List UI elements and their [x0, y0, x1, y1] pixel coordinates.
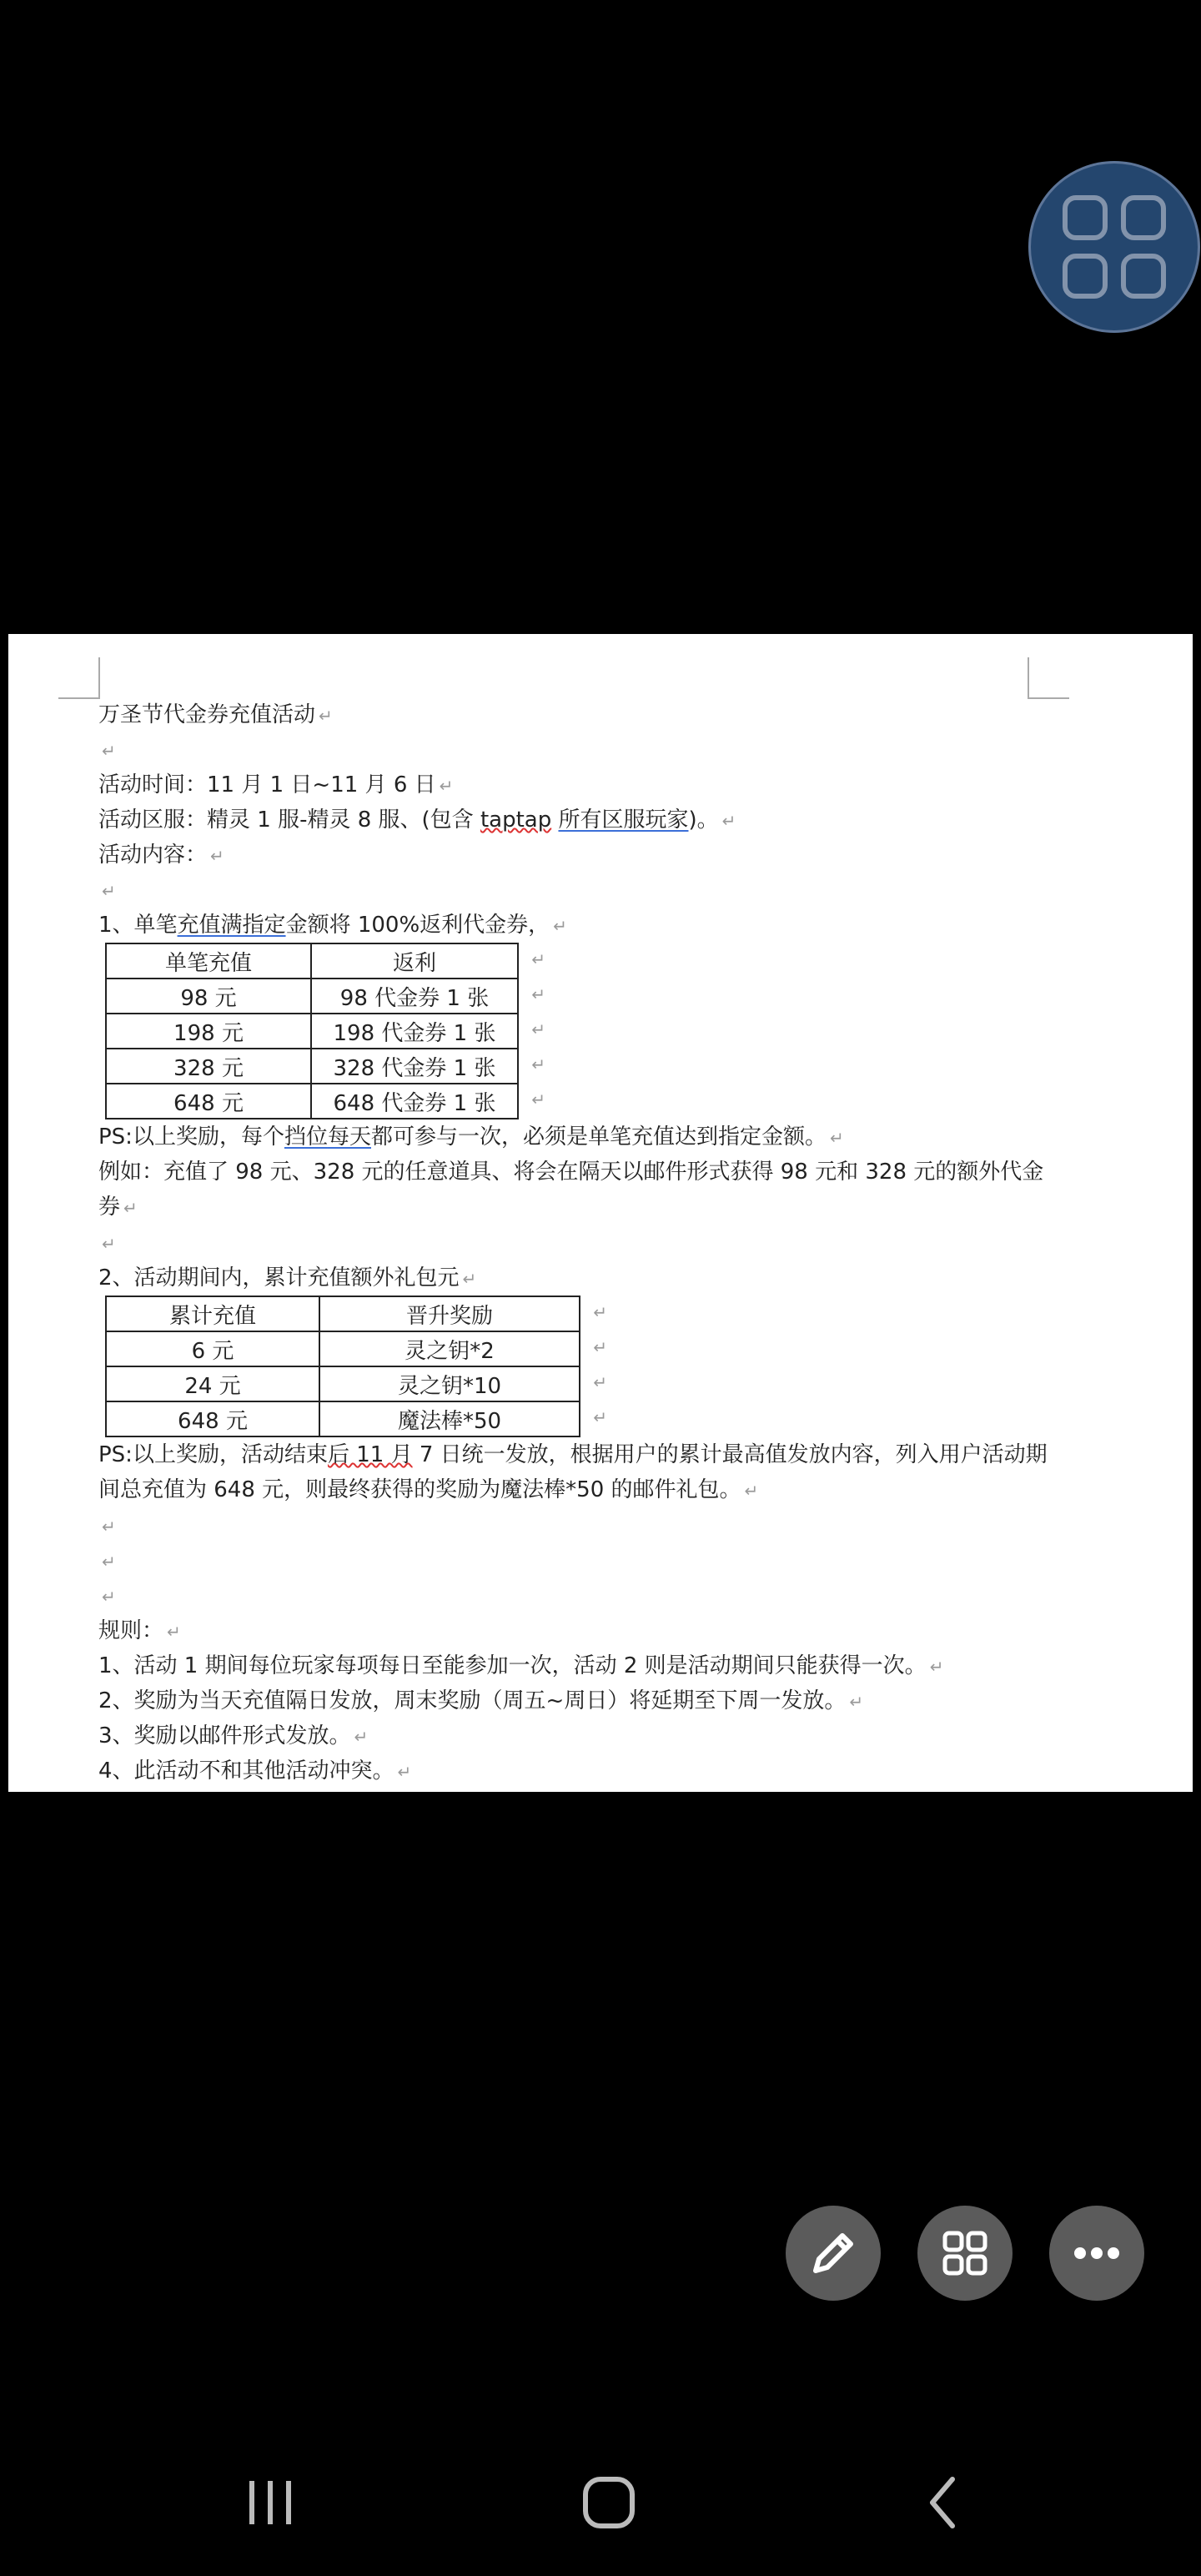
table-cell: 648 代金券 1 张 ↵ — [311, 1084, 518, 1119]
back-icon — [901, 2461, 984, 2544]
floating-app-grid-button[interactable] — [1028, 161, 1200, 333]
section2-ps: PS:以上奖励，活动结束后 11 月 7 日统一发放，根据用户的累计最高值发放内容，列入用户活动期间总充值为 648 元，则最终获得的奖励为魔法棒*50 的邮件礼包。 ↵ — [98, 1442, 1048, 1502]
table-cell: 灵之钥*10 ↵ — [319, 1366, 580, 1401]
table-cell: 328 元 — [106, 1049, 311, 1084]
app-grid-icon — [1121, 195, 1166, 240]
table-header-cell: 累计充值 — [106, 1296, 319, 1331]
table-cell: 328 代金券 1 张 ↵ — [311, 1049, 518, 1084]
margin-marker — [1028, 657, 1069, 699]
recent-apps-icon — [234, 2461, 317, 2544]
app-grid-icon — [1063, 254, 1108, 299]
rule-item: 2、奖励为当天充值隔日发放，周末奖励（周五~周日）将延期至下周一发放。 ↵ — [98, 1688, 864, 1713]
activity-server: 活动区服：精灵 1 服-精灵 8 服、(包含 taptap 所有区服玩家)。 ↵ — [98, 808, 736, 833]
empty-paragraph: ↵ — [102, 1234, 116, 1254]
table-header-row — [106, 943, 518, 979]
nav-home-button[interactable] — [567, 2461, 651, 2544]
table-cell: 灵之钥*2 ↵ — [319, 1331, 580, 1366]
section1-ps: PS:以上奖励，每个挡位每天都可参与一次，必须是单笔充值达到指定金额。 ↵ — [98, 1124, 844, 1150]
table-cell: 648 元 — [106, 1084, 311, 1119]
apps-button[interactable] — [917, 2206, 1013, 2301]
empty-paragraph: ↵ — [102, 1517, 116, 1537]
table-cell: 198 元 — [106, 1014, 311, 1049]
table-header-cell: 单笔充值 — [106, 943, 311, 979]
table-cell: 24 元 — [106, 1366, 319, 1401]
table-row — [106, 1014, 518, 1049]
table-row — [106, 1084, 518, 1119]
rules-label: 规则： ↵ — [98, 1618, 181, 1643]
rule-item: 1、活动 1 期间每位玩家每项每日至能参加一次，活动 2 则是活动期间只能获得一次。 ↵ — [98, 1653, 944, 1678]
section2-heading: 2、活动期间内，累计充值额外礼包元 ↵ — [98, 1265, 477, 1291]
nav-back-button[interactable] — [901, 2461, 984, 2544]
document-content — [98, 697, 1066, 1789]
rule-item: 4、此活动不和其他活动冲突。 ↵ — [98, 1758, 412, 1784]
more-button[interactable] — [1049, 2206, 1144, 2301]
table-cell: 6 元 — [106, 1331, 319, 1366]
table-cell: 198 代金券 1 张 ↵ — [311, 1014, 518, 1049]
section1-heading: 1、单笔充值满指定金额将 100%返利代金券， ↵ — [98, 913, 567, 938]
grid-icon — [917, 2206, 1013, 2301]
table-row — [106, 1366, 580, 1401]
table-cell: 98 代金券 1 张 ↵ — [311, 979, 518, 1014]
more-dots-icon — [1049, 2206, 1144, 2301]
margin-marker — [58, 657, 100, 699]
section1-example: 例如：充值了 98 元、328 元的任意道具、将会在隔天以邮件形式获得 98 元和 328 元的额外代金券 ↵ — [98, 1160, 1044, 1220]
edit-button[interactable] — [786, 2206, 881, 2301]
table-row — [106, 1049, 518, 1084]
table-row — [106, 1331, 580, 1366]
activity-content-label: 活动内容： ↵ — [98, 843, 224, 868]
cumulative-recharge-table — [105, 1296, 580, 1437]
table-header-cell: 晋升奖励 ↵ — [319, 1296, 580, 1331]
home-icon — [567, 2461, 651, 2544]
table-cell: 648 元 — [106, 1401, 319, 1436]
document-page[interactable] — [8, 634, 1193, 1792]
empty-paragraph: ↵ — [102, 1552, 116, 1572]
table-cell: 98 元 — [106, 979, 311, 1014]
table-header-row — [106, 1296, 580, 1331]
table-cell: 魔法棒*50 ↵ — [319, 1401, 580, 1436]
doc-title: 万圣节代金券充值活动 ↵ — [98, 702, 333, 727]
app-grid-icon — [1121, 254, 1166, 299]
empty-paragraph: ↵ — [102, 741, 116, 761]
empty-paragraph: ↵ — [102, 881, 116, 901]
single-recharge-table — [105, 943, 519, 1119]
table-row — [106, 979, 518, 1014]
app-grid-icon — [1063, 195, 1108, 240]
table-row — [106, 1401, 580, 1436]
table-header-cell: 返利 ↵ — [311, 943, 518, 979]
activity-time: 活动时间：11 月 1 日~11 月 6 日 ↵ — [98, 772, 454, 797]
nav-recent-button[interactable] — [234, 2461, 317, 2544]
rule-item: 3、奖励以邮件形式发放。 ↵ — [98, 1723, 369, 1748]
pencil-icon — [786, 2206, 881, 2301]
empty-paragraph: ↵ — [102, 1587, 116, 1607]
